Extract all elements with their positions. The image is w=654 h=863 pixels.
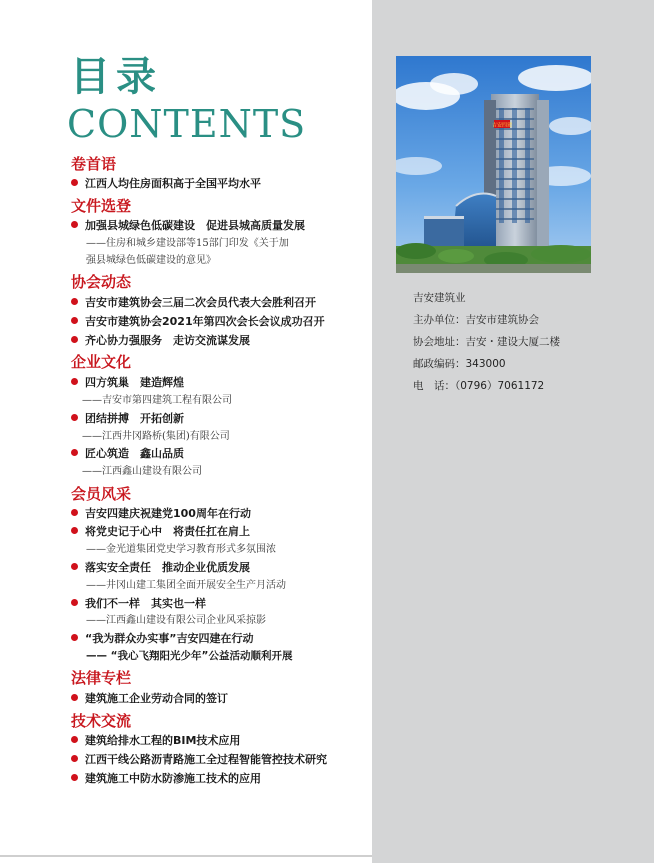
toc-entry-label: 我们不一样 其实也一样	[85, 597, 206, 610]
toc-entry-label: 吉安市建筑协会三届二次会员代表大会胜利召开	[85, 296, 316, 309]
publication-sponsor: 主办单位：吉安市建筑协会	[413, 314, 539, 326]
bullet-dot	[71, 298, 78, 305]
bullet-dot	[71, 449, 78, 456]
section-title-documents: 文件选登	[71, 197, 132, 215]
toc-entry[interactable]	[71, 296, 316, 310]
toc-entry[interactable]	[71, 447, 184, 461]
publication-postcode: 邮政编码：343000	[413, 358, 506, 370]
toc-entry-subtitle: 强县城绿色低碳建设的意见》	[86, 255, 216, 266]
building-photo	[396, 56, 591, 273]
page-title-chinese: 目录	[70, 54, 162, 100]
bullet-dot	[71, 755, 78, 762]
toc-entry[interactable]	[71, 219, 305, 233]
bullet-dot	[71, 378, 78, 385]
bullet-dot	[71, 634, 78, 641]
section-title-foreword: 卷首语	[71, 155, 117, 173]
toc-entry[interactable]	[71, 525, 250, 539]
bullet-dot	[71, 317, 78, 324]
toc-entry-label: 匠心筑造 鑫山品质	[85, 447, 184, 460]
section-title-corporate-culture: 企业文化	[71, 353, 132, 371]
toc-entry-label: 江西人均住房面积高于全国平均水平	[85, 177, 261, 190]
section-title-legal-column: 法律专栏	[71, 669, 132, 687]
toc-entry[interactable]	[71, 177, 261, 191]
toc-entry[interactable]	[71, 315, 325, 329]
toc-entry-label: 建筑施工中防水防渗施工技术的应用	[85, 772, 261, 785]
publication-phone: 电 话：（0796）7061172	[413, 380, 545, 392]
toc-entry-label: 四方筑巢 建造辉煌	[85, 376, 184, 389]
toc-entry[interactable]	[71, 597, 206, 611]
bullet-dot	[71, 527, 78, 534]
toc-entry[interactable]	[71, 507, 251, 521]
bullet-dot	[71, 414, 78, 421]
toc-entry-subtitle: ——吉安市第四建筑工程有限公司	[82, 395, 232, 406]
toc-entry-label: 齐心协力强服务 走访交流谋发展	[85, 334, 250, 347]
toc-entry-label: 建筑施工企业劳动合同的签订	[85, 692, 228, 705]
toc-entry-subtitle: ——江西鑫山建设有限公司	[82, 466, 202, 477]
bullet-dot	[71, 774, 78, 781]
bullet-dot	[71, 509, 78, 516]
toc-entry-label: 吉安市建筑协会2021年第四次会长会议成功召开	[85, 315, 325, 328]
toc-entry-label: 团结拼搏 开拓创新	[85, 412, 184, 425]
toc-entry[interactable]	[71, 412, 184, 426]
toc-entry-label: “我为群众办实事”吉安四建在行动	[85, 632, 254, 645]
toc-entry-subtitle: ——井冈山建工集团全面开展安全生产月活动	[86, 580, 286, 591]
toc-entry-label: 江西干线公路沥青路施工全过程智能管控技术研究	[85, 753, 327, 766]
toc-entry-subtitle: ——江西井冈路桥(集团)有限公司	[82, 431, 230, 442]
toc-entry[interactable]	[71, 632, 253, 646]
bullet-dot	[71, 599, 78, 606]
toc-entry-subtitle: ——住房和城乡建设部等15部门印发《关于加	[86, 238, 289, 249]
bullet-dot	[71, 694, 78, 701]
building-illustration	[396, 56, 591, 273]
toc-entry-label: 吉安四建庆祝建党100周年在行动	[85, 507, 251, 520]
page-title-english: CONTENTS	[67, 102, 307, 146]
toc-entry-label: 加强县城绿色低碳建设 促进县城高质量发展	[85, 219, 305, 232]
toc-entry[interactable]	[71, 692, 228, 706]
toc-entry-label: 建筑给排水工程的BIM技术应用	[85, 734, 241, 747]
bullet-dot	[71, 179, 78, 186]
bullet-dot	[71, 221, 78, 228]
toc-entry-subtitle: —— “我心飞翔阳光少年”公益活动顺利开展	[86, 650, 293, 662]
toc-entry[interactable]	[71, 753, 327, 767]
toc-entry[interactable]	[71, 734, 240, 748]
section-title-member-showcase: 会员风采	[71, 485, 132, 503]
toc-entry-subtitle: ——江西鑫山建设有限公司企业风采掠影	[86, 615, 266, 626]
toc-entry[interactable]	[71, 561, 250, 575]
publication-address: 协会地址：吉安・建设大厦二楼	[413, 336, 560, 348]
section-title-association-news: 协会动态	[71, 273, 132, 291]
toc-entry-label: 落实安全责任 推动企业优质发展	[85, 561, 250, 574]
toc-entry-subtitle: ——金光道集团党史学习教育形式多氛围浓	[86, 544, 276, 555]
publication-name: 吉安建筑业	[413, 292, 466, 304]
toc-entry[interactable]	[71, 376, 184, 390]
section-title-tech-exchange: 技术交流	[71, 712, 132, 730]
bullet-dot	[71, 736, 78, 743]
toc-entry[interactable]	[71, 772, 261, 786]
toc-entry-label: 将党史记于心中 将责任扛在肩上	[85, 525, 250, 538]
toc-entry[interactable]	[71, 334, 250, 348]
bullet-dot	[71, 563, 78, 570]
bullet-dot	[71, 336, 78, 343]
building-sign-text: 吉安四建	[491, 122, 513, 129]
